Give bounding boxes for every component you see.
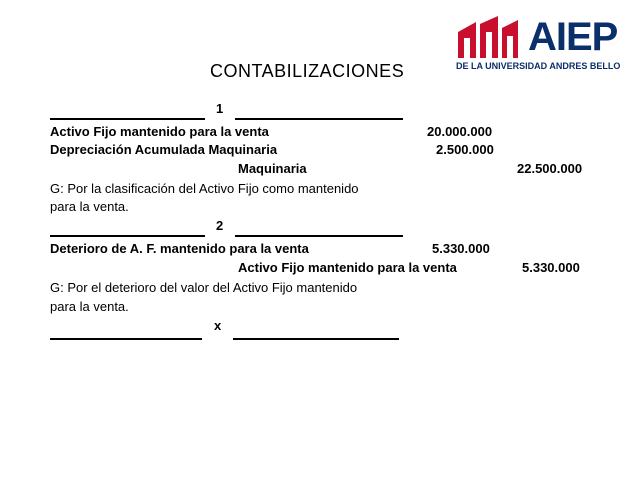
entry-1-line-1-account: Activo Fijo mantenido para la venta <box>50 124 269 139</box>
entry-1-gloss-line-2: para la venta. <box>50 199 129 214</box>
entry-1-line-3-account: Maquinaria <box>238 161 307 176</box>
entry-1-line-2-account: Depreciación Acumulada Maquinaria <box>50 142 278 157</box>
logo-buildings-icon <box>456 14 532 60</box>
entry-1-number: 1 <box>216 101 224 116</box>
entry-2-rule-left <box>50 235 205 237</box>
entry-2-gloss-line-2: para la venta. <box>50 299 129 314</box>
entry-x-rule-right <box>233 338 399 340</box>
entry-2-line-2-account: Activo Fijo mantenido para la venta <box>238 260 457 275</box>
entry-2-gloss-line-1: G: Por el deterioro del valor del Activo Fijo mantenido <box>50 280 358 295</box>
logo-brand: AIEP <box>528 15 618 59</box>
entry-1-line-2-debit: 2.500.000 <box>436 142 494 157</box>
entry-2-rule-right <box>235 235 403 237</box>
entry-2-line-1-debit: 5.330.000 <box>432 241 490 256</box>
entry-x-rule-left <box>50 338 202 340</box>
entry-1-line-1-debit: 20.000.000 <box>427 124 493 139</box>
entry-1-line-3-credit: 22.500.000 <box>517 161 583 176</box>
entry-2-line-1-account: Deterioro de A. F. mantenido para la venta <box>50 241 309 256</box>
entry-1-gloss-line-1: G: Por la clasificación del Activo Fijo como mantenido <box>50 181 359 196</box>
entry-2-line-2-credit: 5.330.000 <box>522 260 580 275</box>
page-title: CONTABILIZACIONES <box>210 61 405 81</box>
entry-1-rule-left <box>50 118 205 120</box>
entry-2-number: 2 <box>216 218 224 233</box>
entry-1-rule-right <box>235 118 403 120</box>
entry-x-number: x <box>214 318 222 333</box>
logo-tagline: DE LA UNIVERSIDAD ANDRES BELLO <box>456 61 621 71</box>
